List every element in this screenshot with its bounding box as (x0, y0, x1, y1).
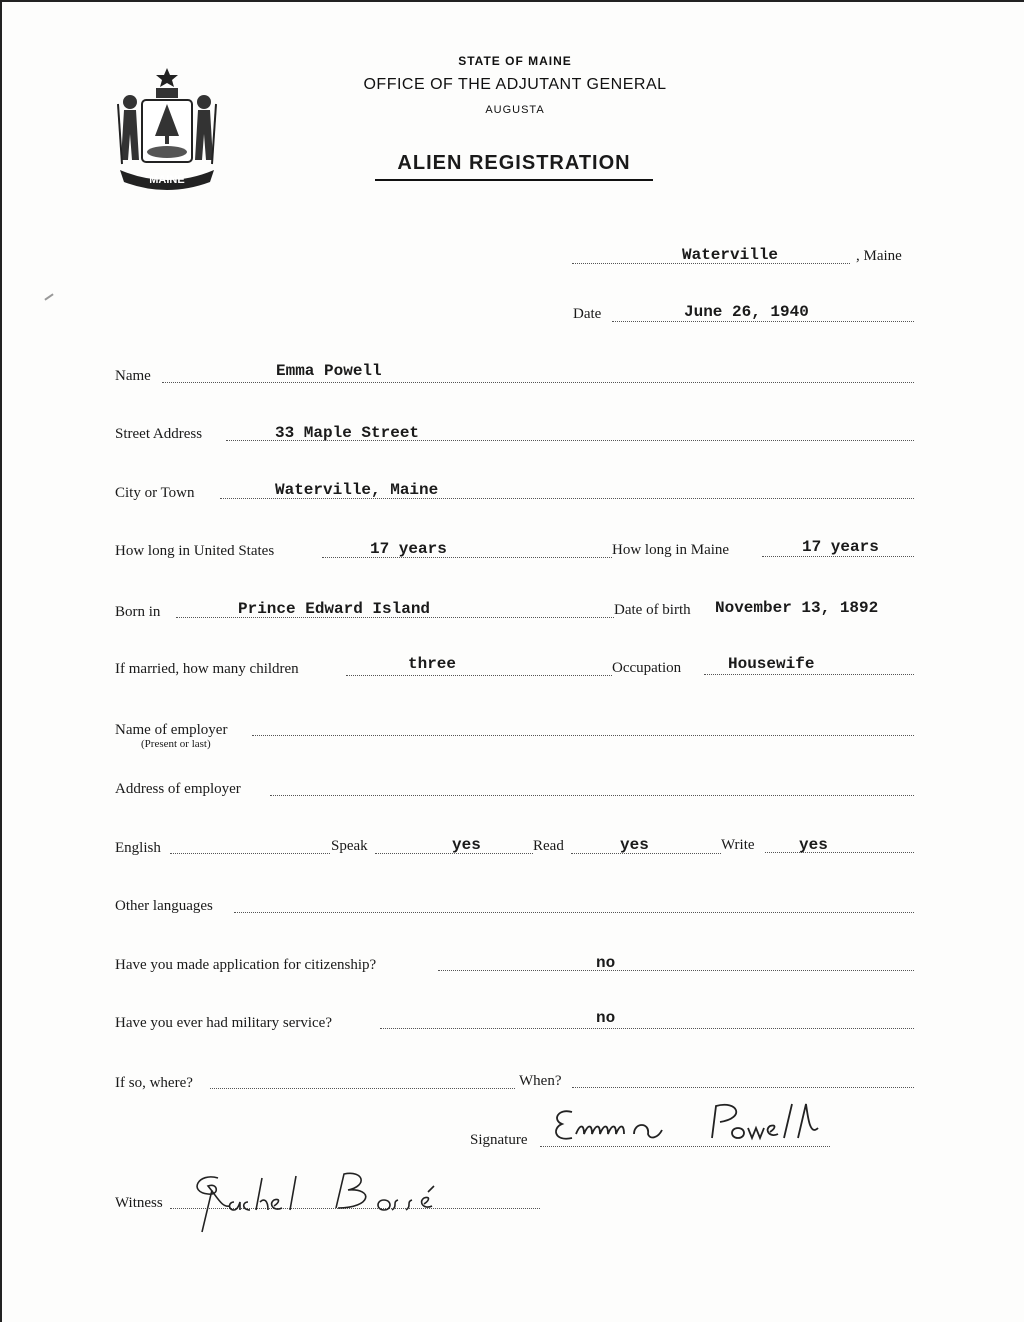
date-of-birth-value: November 13, 1892 (715, 599, 879, 617)
years-us-label: How long in United States (115, 543, 275, 559)
years-maine-value: 17 years (802, 538, 879, 556)
military-value: no (596, 1009, 616, 1027)
witness-signature (178, 1162, 468, 1242)
write-line (765, 852, 914, 853)
other-languages-line (234, 912, 914, 913)
employer-name-label: Name of employer (115, 722, 228, 738)
applicant-signature (548, 1098, 838, 1150)
street-address-value: 33 Maple Street (275, 424, 420, 442)
born-in-value: Prince Edward Island (238, 600, 431, 618)
date-label: Date (573, 306, 602, 322)
military-label: Have you ever had military service? (115, 1015, 332, 1031)
years-maine-label: How long in Maine (612, 542, 730, 558)
where-line (210, 1088, 515, 1089)
occupation-value: Housewife (728, 655, 815, 673)
city-heading: AUGUSTA (485, 104, 545, 116)
occupation-line (704, 674, 914, 675)
svg-text:MAINE: MAINE (149, 174, 185, 186)
where-label: If so, where? (115, 1075, 193, 1091)
citizenship-line (438, 970, 914, 971)
when-label: When? (519, 1073, 562, 1089)
write-value: yes (799, 836, 828, 854)
speak-value: yes (452, 836, 481, 854)
occupation-label: Occupation (612, 660, 682, 676)
years-maine-line (762, 556, 914, 557)
office-heading: OFFICE OF THE ADJUTANT GENERAL (363, 76, 667, 93)
form-title: ALIEN REGISTRATION (375, 152, 653, 181)
children-value: three (408, 655, 457, 673)
military-line (380, 1028, 914, 1029)
state-heading: STATE OF MAINE (458, 54, 572, 68)
english-label: English (115, 840, 161, 856)
street-address-label: Street Address (115, 426, 203, 442)
employer-address-line (270, 795, 914, 796)
speak-label: Speak (331, 838, 368, 854)
signature-label: Signature (470, 1132, 528, 1148)
employer-name-line (252, 735, 914, 736)
location-value: Waterville (682, 246, 779, 264)
city-label: City or Town (115, 485, 195, 501)
children-label: If married, how many children (115, 661, 299, 677)
english-line (170, 853, 330, 854)
years-us-value: 17 years (370, 540, 447, 558)
employer-address-label: Address of employer (115, 781, 241, 797)
write-label: Write (721, 837, 755, 853)
name-label: Name (115, 368, 151, 384)
name-value: Emma Powell (276, 362, 382, 380)
read-value: yes (620, 836, 649, 854)
citizenship-label: Have you made application for citizenship? (115, 957, 377, 973)
scan-mark (44, 293, 53, 300)
scan-border-left (0, 0, 2, 1322)
years-us-line (322, 557, 612, 558)
location-suffix: , Maine (856, 248, 902, 264)
date-of-birth-label: Date of birth (614, 602, 691, 618)
city-value: Waterville, Maine (275, 481, 439, 499)
name-line (162, 382, 914, 383)
witness-label: Witness (115, 1195, 163, 1211)
children-line (346, 675, 612, 676)
other-languages-label: Other languages (115, 898, 213, 914)
employer-name-sublabel: (Present or last) (141, 738, 211, 750)
date-value: June 26, 1940 (684, 303, 809, 321)
citizenship-value: no (596, 954, 616, 972)
read-label: Read (533, 838, 564, 854)
date-line (612, 321, 914, 322)
when-line (572, 1087, 914, 1088)
scan-border-top (0, 0, 1024, 2)
born-in-label: Born in (115, 604, 161, 620)
